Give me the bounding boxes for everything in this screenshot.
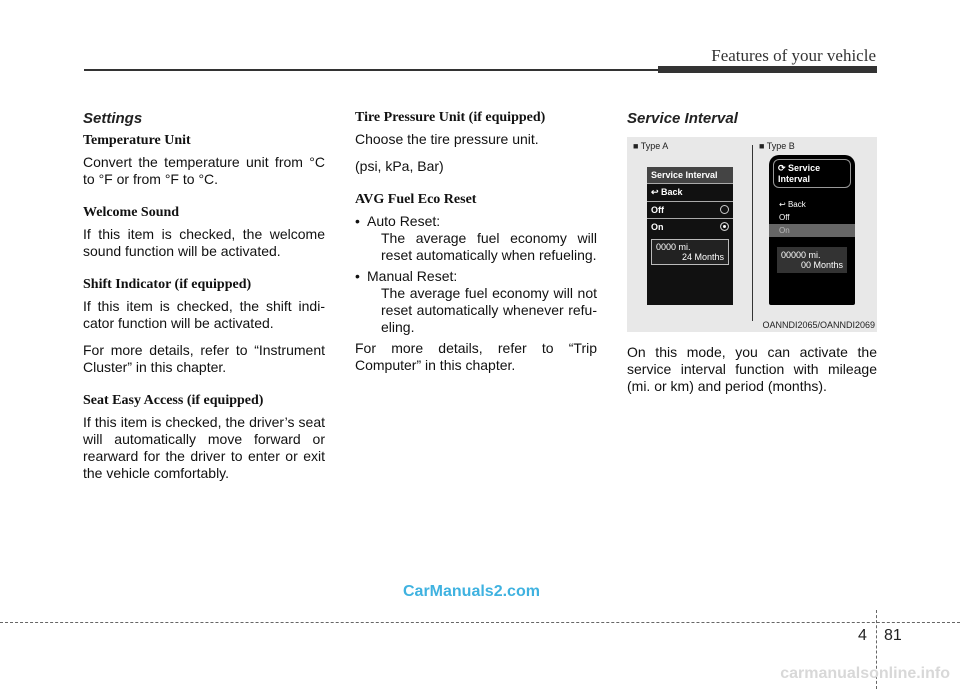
figure-divider — [752, 145, 753, 321]
text-welcome-sound: If this item is checked, the welcome sound function will be activated. — [83, 226, 325, 259]
column-left — [83, 110, 325, 492]
screen-a-off — [647, 202, 733, 219]
text-service-interval: On this mode, you can activate the service interval function with mileage (mi. or km) and period (months). — [627, 344, 877, 394]
heading-welcome-sound: Welcome Sound — [83, 205, 180, 220]
heading-avg-fuel: AVG Fuel Eco Reset — [355, 192, 477, 207]
heading-tire-pressure: Tire Pressure Unit (if equipped) — [355, 110, 546, 125]
radio-off-icon — [720, 205, 729, 214]
radio-on-selected-icon — [720, 222, 729, 231]
page-number: 81 — [884, 627, 902, 644]
text-trip-computer: For more details, refer to “Trip Computer” in this chapter. — [355, 340, 597, 373]
screen-b-on: On — [769, 224, 855, 237]
footer-dash-rule — [0, 622, 960, 623]
screen-b-title: ⟳ Service Interval — [773, 159, 851, 188]
screen-a-on — [647, 219, 733, 235]
figure-code: OANNDI2065/OANNDI2069 — [762, 320, 875, 330]
heading-temperature-unit: Temperature Unit — [83, 133, 191, 148]
screen-b-mileage: 00000 mi. — [781, 250, 821, 260]
screen-a-mileage: 0000 mi. — [656, 242, 691, 252]
screen-a-off-label: Off — [651, 205, 664, 215]
header-tab — [658, 66, 877, 73]
screen-a-on-label: On — [651, 222, 664, 232]
bullet-manual-reset-desc: The average fuel economy will not reset automatically whenever refu- eling. — [381, 285, 597, 335]
screen-a-back — [647, 184, 733, 202]
text-shift-indicator-more: For more details, refer to “Instrument Cluster” in this chapter. — [83, 342, 325, 375]
column-middle — [355, 110, 597, 384]
text-shift-indicator: If this item is checked, the shift indi- cator function will be activated. — [83, 298, 325, 331]
type-a-label: ■ Type A — [633, 141, 669, 151]
bullet-auto-reset — [355, 213, 597, 264]
watermark-logo: CarManuals2.com — [403, 583, 540, 600]
section-service-interval: Service Interval — [627, 110, 738, 127]
chapter-number: 4 — [858, 627, 867, 644]
screen-a-title: Service Interval — [647, 167, 733, 184]
service-interval-figure — [627, 137, 877, 332]
screen-type-a — [647, 167, 733, 305]
text-tire-units: (psi, kPa, Bar) — [355, 158, 444, 174]
screen-b-values — [777, 247, 847, 273]
site-watermark: carmanualsonline.info — [780, 665, 950, 682]
bullet-auto-reset-desc: The average fuel economy will reset automatically when refueling. — [381, 230, 597, 263]
type-b-label: ■ Type B — [759, 141, 795, 151]
bullet-manual-reset-label: Manual Reset: — [367, 268, 458, 284]
text-temperature-unit: Convert the temperature unit from °C to °F or from °F to °C. — [83, 154, 325, 187]
screen-b-off: Off — [779, 213, 790, 222]
screen-a-back-label: ↩ Back — [651, 187, 683, 197]
heading-shift-indicator: Shift Indicator (if equipped) — [83, 277, 252, 292]
text-seat-easy-access: If this item is checked, the driver’s seat will automatically move forward or rearward for the driver to enter or exit the vehicle comfortably. — [83, 414, 325, 481]
bullet-manual-reset — [355, 268, 597, 336]
column-right — [627, 110, 877, 405]
screen-b-back: ↩ Back — [779, 200, 806, 209]
section-settings: Settings — [83, 110, 143, 127]
text-tire-pressure: Choose the tire pressure unit. — [355, 131, 539, 147]
header-rule — [84, 69, 658, 71]
bullet-auto-reset-label: Auto Reset: — [367, 213, 441, 229]
header-title: Features of your vehicle — [711, 46, 876, 65]
screen-a-months: 24 Months — [681, 252, 724, 262]
screen-b-months: 00 Months — [800, 260, 843, 270]
screen-a-values — [651, 239, 729, 265]
heading-seat-easy-access: Seat Easy Access (if equipped) — [83, 393, 264, 408]
screen-type-b — [769, 155, 855, 305]
